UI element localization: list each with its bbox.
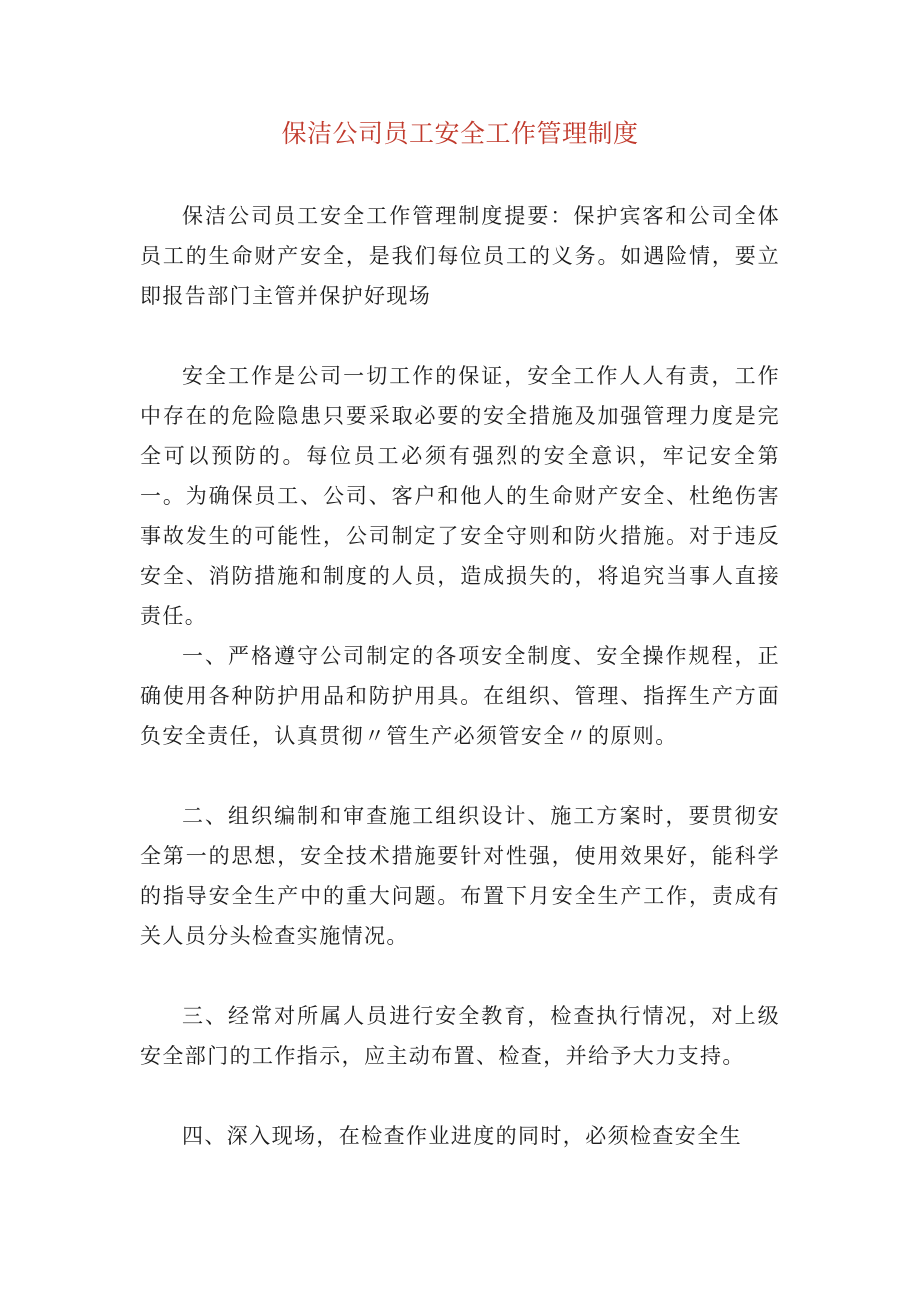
clause-two-paragraph <box>140 796 780 956</box>
clause-one-paragraph <box>140 636 780 756</box>
paragraph-text: 一、严格遵守公司制定的各项安全制度、安全操作规程，正确使用各种防护用品和防护用具。在组织、管理、指挥生产方面负安全责任，认真贯彻〃管生产必须管安全〃的原则。 <box>140 644 780 748</box>
clause-four-paragraph <box>140 1116 780 1156</box>
summary-paragraph <box>140 196 780 316</box>
paragraph-text: 保洁公司员工安全工作管理制度提要：保护宾客和公司全体员工的生命财产安全，是我们每位员工的义务。如遇险情，要立即报告部门主管并保护好现场 <box>140 204 780 308</box>
intro-paragraph <box>140 356 780 636</box>
document-title: 保洁公司员工安全工作管理制度 <box>281 119 639 148</box>
paragraph-text: 三、经常对所属人员进行安全教育，检查执行情况，对上级安全部门的工作指示，应主动布置、检查，并给予大力支持。 <box>140 1004 780 1068</box>
paragraph-text: 安全工作是公司一切工作的保证，安全工作人人有责，工作中存在的危险隐患只要采取必要的安全措施及加强管理力度是完全可以预防的。每位员工必须有强烈的安全意识，牢记安全第一。为确保员工、公司、客户和他人的生命财产安全、杜绝伤害事故发生的可能性，公司制定了安全守则和防火措施。对于违反安全、消防措施和制度的人员，造成损失的，将追究当事人直接责任。 <box>140 364 780 628</box>
clause-three-paragraph <box>140 996 780 1076</box>
paragraph-text: 二、组织编制和审查施工组织设计、施工方案时，要贯彻安全第一的思想，安全技术措施要针对性强，使用效果好，能科学的指导安全生产中的重大问题。布置下月安全生产工作，责成有关人员分头检查实施情况。 <box>140 804 780 948</box>
paragraph-text: 四、深入现场，在检查作业进度的同时，必须检查安全生 <box>182 1124 742 1148</box>
